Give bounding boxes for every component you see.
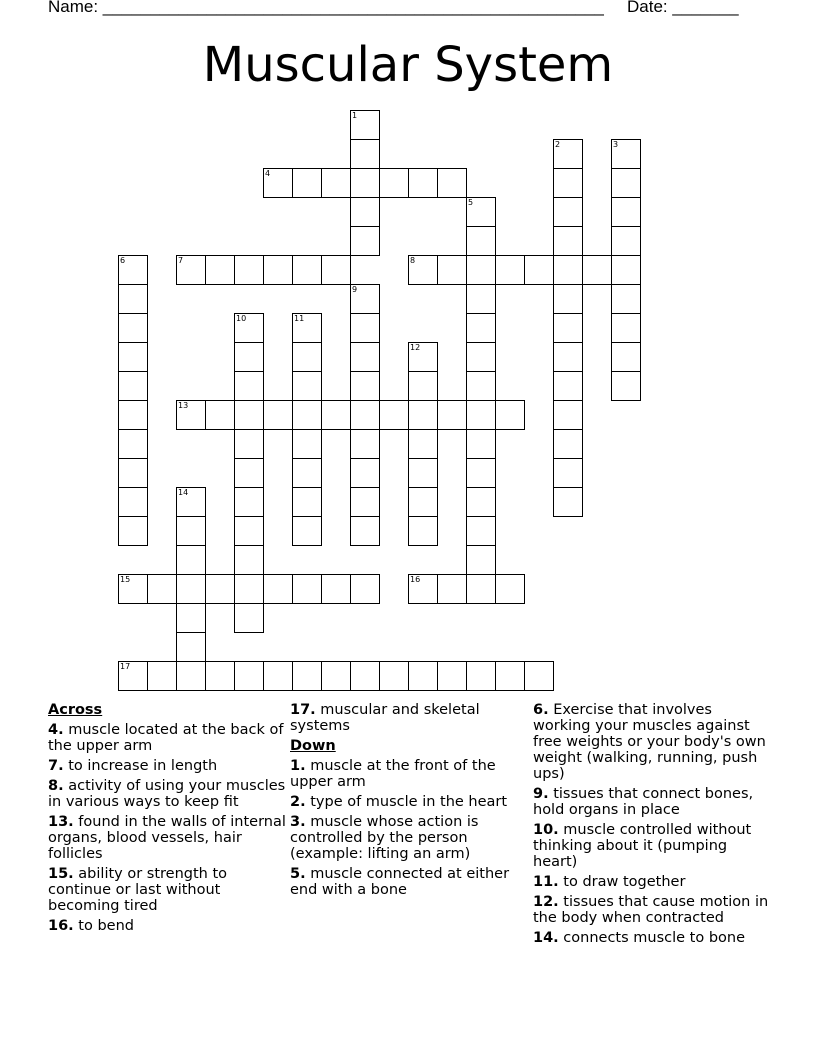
grid-cell[interactable]: [553, 313, 583, 343]
grid-cell[interactable]: [553, 458, 583, 488]
grid-cell[interactable]: [292, 313, 322, 343]
grid-cell[interactable]: [582, 255, 612, 285]
cell-number: 12: [410, 343, 421, 352]
grid-cell[interactable]: [292, 429, 322, 459]
grid-cell[interactable]: [205, 255, 235, 285]
grid-cell[interactable]: [292, 371, 322, 401]
clue-text: muscle controlled without thinking about it (pumping heart): [533, 822, 752, 870]
clue-down-2: [290, 794, 520, 810]
grid-cell[interactable]: [205, 574, 235, 604]
grid-cell[interactable]: [118, 516, 148, 546]
cell-number: 13: [178, 401, 189, 410]
grid-cell[interactable]: [524, 661, 554, 691]
grid-cell[interactable]: [466, 661, 496, 691]
clue-across-16: [48, 918, 286, 934]
clue-across-13: [48, 814, 286, 862]
clue-text: muscle located at the back of the upper arm: [48, 722, 284, 754]
grid-cell[interactable]: [553, 255, 583, 285]
grid-cell[interactable]: [408, 516, 438, 546]
clue-number: 1.: [290, 758, 306, 774]
grid-cell[interactable]: [118, 574, 148, 604]
clues-column-2: [290, 702, 520, 902]
cell-number: 7: [178, 256, 184, 265]
clue-text: to increase in length: [68, 758, 218, 774]
cell-number: 14: [178, 488, 189, 497]
grid-cell[interactable]: [466, 545, 496, 575]
grid-cell[interactable]: [234, 371, 264, 401]
clue-text: activity of using your muscles in various ways to keep fit: [48, 778, 286, 810]
grid-cell[interactable]: [350, 342, 380, 372]
clue-text: to bend: [78, 918, 134, 934]
cell-number: 6: [120, 256, 126, 265]
grid-cell[interactable]: [234, 313, 264, 343]
cell-number: 1: [352, 111, 358, 120]
clue-down-1: [290, 758, 520, 790]
clue-text: muscle connected at either end with a bone: [290, 866, 510, 898]
grid-cell[interactable]: [350, 574, 380, 604]
grid-cell[interactable]: [408, 429, 438, 459]
clue-down-6: [533, 702, 773, 782]
grid-cell[interactable]: [176, 632, 206, 662]
clue-down-11: [533, 874, 773, 890]
cell-number: 11: [294, 314, 305, 323]
grid-cell[interactable]: [118, 429, 148, 459]
grid-cell[interactable]: [292, 400, 322, 430]
grid-cell[interactable]: [263, 574, 293, 604]
grid-cell[interactable]: [466, 284, 496, 314]
clue-text: to draw together: [563, 874, 686, 890]
grid-cell[interactable]: [466, 487, 496, 517]
grid-cell[interactable]: [176, 516, 206, 546]
grid-cell[interactable]: [205, 661, 235, 691]
grid-cell[interactable]: [176, 661, 206, 691]
clue-down-14: [533, 930, 773, 946]
grid-cell[interactable]: [292, 255, 322, 285]
grid-cell[interactable]: [234, 545, 264, 575]
grid-cell[interactable]: [118, 487, 148, 517]
grid-cell[interactable]: [292, 661, 322, 691]
clue-number: 6.: [533, 702, 549, 718]
grid-cell[interactable]: [408, 400, 438, 430]
grid-cell[interactable]: [466, 371, 496, 401]
clue-across-8: [48, 778, 286, 810]
cell-number: 2: [555, 140, 561, 149]
grid-cell[interactable]: [118, 661, 148, 691]
grid-cell[interactable]: [147, 574, 177, 604]
grid-cell[interactable]: [408, 255, 438, 285]
clue-number: 14.: [533, 930, 559, 946]
clue-number: 11.: [533, 874, 559, 890]
grid-cell[interactable]: [437, 255, 467, 285]
grid-cell[interactable]: [553, 400, 583, 430]
grid-cell[interactable]: [408, 342, 438, 372]
grid-cell[interactable]: [263, 400, 293, 430]
grid-cell[interactable]: [495, 661, 525, 691]
grid-cell[interactable]: [408, 487, 438, 517]
grid-cell[interactable]: [553, 487, 583, 517]
grid-cell[interactable]: [350, 168, 380, 198]
clue-across-4: [48, 722, 286, 754]
grid-cell[interactable]: [263, 255, 293, 285]
grid-cell[interactable]: [234, 429, 264, 459]
clues-column-1: [48, 702, 286, 938]
down-heading: Down: [290, 738, 336, 754]
clue-number: 17.: [290, 702, 316, 718]
grid-cell[interactable]: [408, 661, 438, 691]
clue-down-3: [290, 814, 520, 862]
grid-cell[interactable]: [350, 429, 380, 459]
clue-number: 15.: [48, 866, 74, 882]
cell-number: 16: [410, 575, 421, 584]
grid-cell[interactable]: [234, 661, 264, 691]
grid-cell[interactable]: [118, 342, 148, 372]
clue-text: found in the walls of internal organs, blood vessels, hair follicles: [48, 814, 286, 862]
grid-cell[interactable]: [205, 400, 235, 430]
grid-cell[interactable]: [495, 255, 525, 285]
grid-cell[interactable]: [321, 574, 351, 604]
clue-text: Exercise that involves working your muscles against free weights or your body's own weight (walking, running, push ups): [533, 702, 766, 782]
grid-cell[interactable]: [350, 516, 380, 546]
grid-cell[interactable]: [437, 168, 467, 198]
clue-text: muscle at the front of the upper arm: [290, 758, 496, 790]
grid-cell[interactable]: [234, 487, 264, 517]
clue-number: 5.: [290, 866, 306, 882]
grid-cell[interactable]: [466, 197, 496, 227]
grid-cell[interactable]: [466, 226, 496, 256]
grid-cell[interactable]: [437, 661, 467, 691]
grid-cell[interactable]: [379, 661, 409, 691]
cell-number: 8: [410, 256, 416, 265]
clue-number: 12.: [533, 894, 559, 910]
grid-cell[interactable]: [611, 197, 641, 227]
grid-cell[interactable]: [234, 400, 264, 430]
grid-cell[interactable]: [611, 226, 641, 256]
grid-cell[interactable]: [466, 574, 496, 604]
grid-cell[interactable]: [553, 168, 583, 198]
grid-cell[interactable]: [466, 342, 496, 372]
grid-cell[interactable]: [176, 400, 206, 430]
grid-cell[interactable]: [176, 603, 206, 633]
grid-cell[interactable]: [408, 458, 438, 488]
clue-number: 9.: [533, 786, 549, 802]
grid-cell[interactable]: [379, 400, 409, 430]
grid-cell[interactable]: [524, 255, 554, 285]
clue-across-15: [48, 866, 286, 914]
grid-cell[interactable]: [350, 400, 380, 430]
clue-number: 16.: [48, 918, 74, 934]
clue-across-17: [290, 702, 520, 734]
name-field-label: Name: _____________________________________________________: [48, 0, 604, 16]
across-heading: Across: [48, 702, 103, 718]
clue-number: 2.: [290, 794, 306, 810]
grid-cell[interactable]: [350, 661, 380, 691]
grid-cell[interactable]: [350, 110, 380, 140]
grid-cell[interactable]: [350, 139, 380, 169]
grid-cell[interactable]: [437, 574, 467, 604]
clue-down-10: [533, 822, 773, 870]
cell-number: 5: [468, 198, 474, 207]
grid-cell[interactable]: [553, 197, 583, 227]
clue-number: 4.: [48, 722, 64, 738]
clue-number: 3.: [290, 814, 306, 830]
grid-cell[interactable]: [118, 313, 148, 343]
grid-cell[interactable]: [118, 255, 148, 285]
clue-text: ability or strength to continue or last without becoming tired: [48, 866, 228, 914]
clue-text: type of muscle in the heart: [310, 794, 508, 810]
clue-number: 8.: [48, 778, 64, 794]
grid-cell[interactable]: [263, 168, 293, 198]
grid-cell[interactable]: [466, 516, 496, 546]
clue-text: muscular and skeletal systems: [290, 702, 480, 734]
grid-cell[interactable]: [466, 400, 496, 430]
grid-cell[interactable]: [553, 226, 583, 256]
grid-cell[interactable]: [611, 371, 641, 401]
clue-text: muscle whose action is controlled by the person (example: lifting an arm): [290, 814, 479, 862]
cell-number: 15: [120, 575, 131, 584]
grid-cell[interactable]: [263, 661, 293, 691]
cell-number: 17: [120, 662, 131, 671]
grid-cell[interactable]: [292, 458, 322, 488]
clue-text: tissues that cause motion in the body when contracted: [533, 894, 769, 926]
clue-number: 7.: [48, 758, 64, 774]
grid-cell[interactable]: [466, 429, 496, 459]
grid-cell[interactable]: [118, 458, 148, 488]
grid-cell[interactable]: [350, 284, 380, 314]
grid-cell[interactable]: [408, 371, 438, 401]
grid-cell[interactable]: [350, 371, 380, 401]
grid-cell[interactable]: [466, 255, 496, 285]
grid-cell[interactable]: [292, 574, 322, 604]
cell-number: 9: [352, 285, 358, 294]
clue-down-5: [290, 866, 520, 898]
grid-cell[interactable]: [611, 255, 641, 285]
grid-cell[interactable]: [350, 197, 380, 227]
grid-cell[interactable]: [611, 284, 641, 314]
grid-cell[interactable]: [611, 139, 641, 169]
grid-cell[interactable]: [321, 168, 351, 198]
grid-cell[interactable]: [234, 574, 264, 604]
grid-cell[interactable]: [234, 458, 264, 488]
grid-cell[interactable]: [234, 255, 264, 285]
grid-cell[interactable]: [176, 255, 206, 285]
grid-cell[interactable]: [611, 168, 641, 198]
clue-across-7: [48, 758, 286, 774]
grid-cell[interactable]: [292, 516, 322, 546]
grid-cell[interactable]: [350, 487, 380, 517]
grid-cell[interactable]: [147, 661, 177, 691]
grid-cell[interactable]: [118, 400, 148, 430]
grid-cell[interactable]: [466, 458, 496, 488]
grid-cell[interactable]: [553, 342, 583, 372]
grid-cell[interactable]: [118, 284, 148, 314]
grid-cell[interactable]: [176, 487, 206, 517]
grid-cell[interactable]: [553, 371, 583, 401]
clue-text: connects muscle to bone: [563, 930, 746, 946]
grid-cell[interactable]: [611, 342, 641, 372]
date-field-label: Date: _______: [627, 0, 739, 16]
clue-text: tissues that connect bones, hold organs in place: [533, 786, 754, 818]
grid-cell[interactable]: [234, 342, 264, 372]
cell-number: 10: [236, 314, 247, 323]
clue-number: 13.: [48, 814, 74, 830]
grid-cell[interactable]: [350, 458, 380, 488]
grid-cell[interactable]: [437, 400, 467, 430]
grid-cell[interactable]: [321, 255, 351, 285]
grid-cell[interactable]: [292, 487, 322, 517]
cell-number: 3: [613, 140, 619, 149]
grid-cell[interactable]: [408, 168, 438, 198]
grid-cell[interactable]: [611, 313, 641, 343]
grid-cell[interactable]: [350, 226, 380, 256]
grid-cell[interactable]: [176, 545, 206, 575]
grid-cell[interactable]: [321, 661, 351, 691]
clue-down-9: [533, 786, 773, 818]
clue-down-12: [533, 894, 773, 926]
grid-cell[interactable]: [553, 429, 583, 459]
grid-cell[interactable]: [379, 168, 409, 198]
grid-cell[interactable]: [321, 400, 351, 430]
grid-cell[interactable]: [118, 371, 148, 401]
cell-number: 4: [265, 169, 271, 178]
grid-cell[interactable]: [234, 603, 264, 633]
grid-cell[interactable]: [495, 574, 525, 604]
grid-cell[interactable]: [176, 574, 206, 604]
grid-cell[interactable]: [553, 139, 583, 169]
grid-cell[interactable]: [495, 400, 525, 430]
grid-cell[interactable]: [292, 168, 322, 198]
grid-cell[interactable]: [408, 574, 438, 604]
grid-cell[interactable]: [234, 516, 264, 546]
clues-column-3: [533, 702, 773, 950]
clue-number: 10.: [533, 822, 559, 838]
grid-cell[interactable]: [292, 342, 322, 372]
grid-cell[interactable]: [350, 313, 380, 343]
grid-cell[interactable]: [466, 313, 496, 343]
page-title: Muscular System: [202, 37, 614, 93]
grid-cell[interactable]: [553, 284, 583, 314]
